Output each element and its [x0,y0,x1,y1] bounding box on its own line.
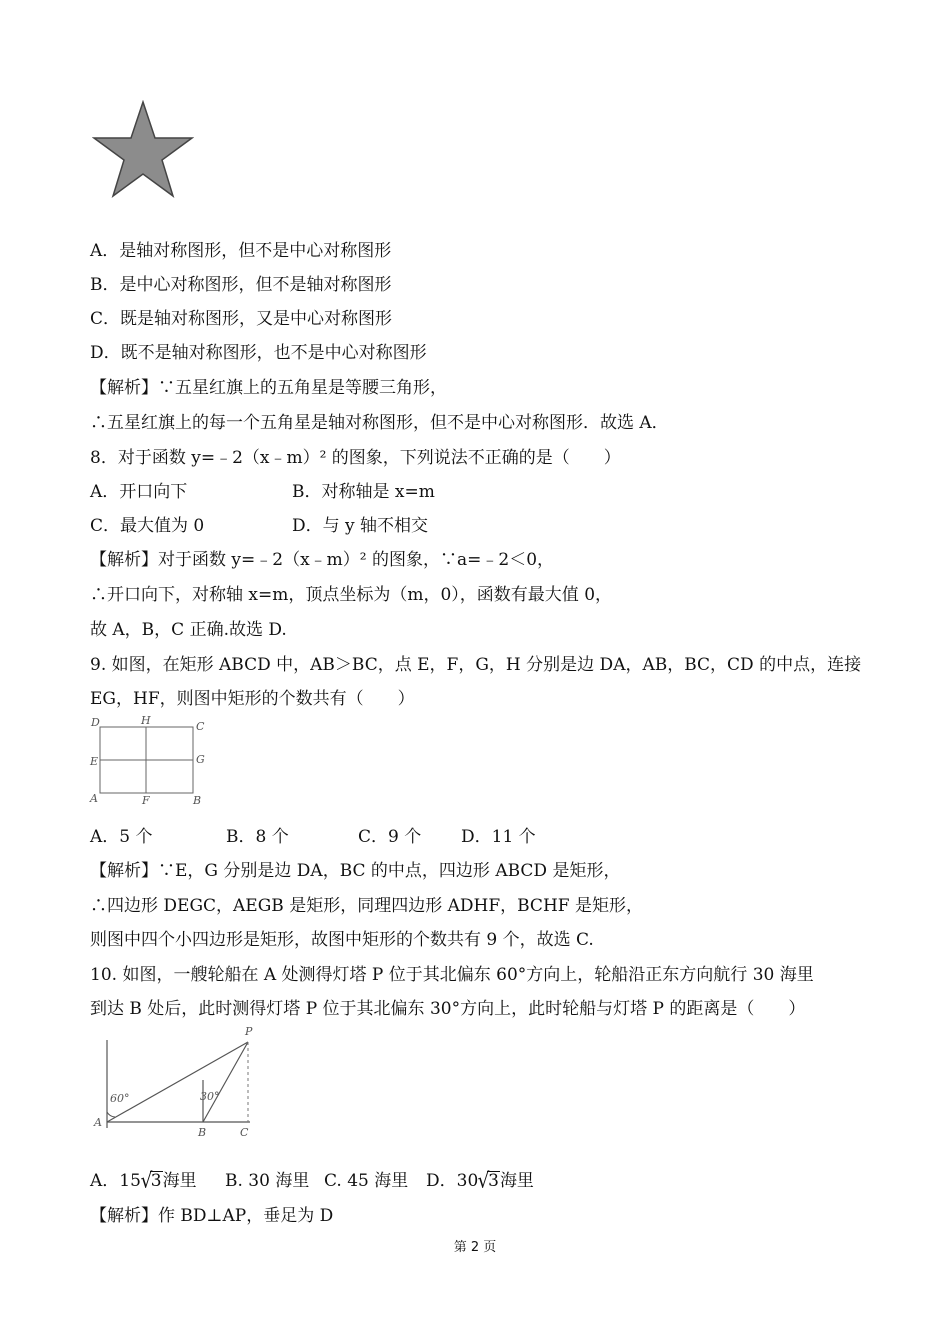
q10-option-d-suffix: 海里 [499,1171,534,1191]
q9-stem-line-1: 9. 如图，在矩形 ABCD 中，AB＞BC，点 E，F，G，H 分别是边 DA，AB，BC，CD 的中点，连接 [90,655,862,675]
q7-analysis-line-2: ∴五星红旗上的每一个五角星是轴对称图形，但不是中心对称图形．故选 A． [90,413,669,433]
q7-analysis-line-1: 【解析】∵五星红旗上的五角星是等腰三角形， [90,378,447,398]
q8-option-d: D．与 y 轴不相交 [292,516,429,536]
page-footer: 第 2 页 [453,1240,497,1255]
q9-option-d: D．11 个 [461,827,536,847]
q10-option-a-prefix: A．15 [90,1171,141,1191]
label-B: B [193,794,202,807]
q7-option-d: D．既不是轴对称图形，也不是中心对称图形 [90,343,427,363]
rectangle-figure [88,714,218,814]
q8-stem: 8．对于函数 y=﹣2（x﹣m）² 的图象，下列说法不正确的是（ ） [90,448,621,468]
q10-option-d-prefix: D．30 [426,1171,479,1191]
label-angle-30: 30° [200,1090,220,1103]
q10-option-c: C. 45 海里 [324,1171,409,1191]
q10-option-a-suffix: 海里 [162,1171,197,1191]
q10-option-a-radicand: 3 [150,1171,162,1191]
q8-option-c: C．最大值为 0 [90,516,205,536]
q9-option-c: C．9 个 [358,827,422,847]
label-G: G [196,753,205,766]
label-C: C [240,1126,249,1139]
label-D: D [91,716,100,729]
label-H: H [141,714,151,727]
q9-analysis-line-3: 则图中四个小四边形是矩形，故图中矩形的个数共有 9 个，故选 C. [90,930,594,950]
q9-analysis-line-2: ∴四边形 DEGC，AEGB 是矩形，同理四边形 ADHF，BCHF 是矩形， [90,896,643,916]
q10-stem-line-1: 10. 如图，一艘轮船在 A 处测得灯塔 P 位于其北偏东 60°方向上，轮船沿正东方向航行 30 海里 [90,965,814,985]
q10-option-d: D．30√3海里 [426,1168,534,1194]
q10-analysis-line-1: 【解析】作 BD⊥AP，垂足为 D [90,1206,334,1226]
q10-option-b: B. 30 海里 [225,1171,310,1191]
label-C: C [196,720,205,733]
q7-option-a: A．是轴对称图形，但不是中心对称图形 [90,241,392,261]
q10-stem-line-2: 到达 B 处后，此时测得灯塔 P 位于其北偏东 30°方向上，此时轮船与灯塔 P 的距离是（ ） [90,999,806,1019]
q9-stem-line-2: EG，HF，则图中矩形的个数共有（ ） [90,689,415,709]
q10-option-d-radicand: 3 [488,1171,499,1191]
q8-option-b: B．对称轴是 x=m [292,482,435,502]
q8-analysis-line-2: ∴开口向下，对称轴 x=m，顶点坐标为（m，0），函数有最大值 0， [90,585,613,605]
label-angle-60: 60° [110,1092,130,1105]
label-A: A [94,1116,102,1129]
q9-option-a: A．5 个 [90,827,153,847]
label-A: A [90,792,98,805]
q7-option-b: B．是中心对称图形，但不是轴对称图形 [90,275,392,295]
q7-option-c: C．既是轴对称图形，又是中心对称图形 [90,309,393,329]
q8-analysis-line-3: 故 A，B，C 正确.故选 D. [90,620,287,640]
q9-analysis-line-1: 【解析】∵E，G 分别是边 DA，BC 的中点，四边形 ABCD 是矩形， [90,861,621,881]
q8-option-a: A．开口向下 [90,482,188,502]
lighthouse-figure [90,1022,270,1146]
q8-analysis-line-1: 【解析】对于函数 y=﹣2（x﹣m）² 的图象，∵a=﹣2＜0， [90,550,555,570]
star-figure [92,100,194,204]
q10-option-a: A．15√3海里 [90,1168,197,1194]
label-P: P [245,1025,253,1038]
q9-option-b: B．8 个 [226,827,289,847]
label-E: E [90,755,99,768]
label-B: B [198,1126,207,1139]
label-F: F [142,794,150,807]
